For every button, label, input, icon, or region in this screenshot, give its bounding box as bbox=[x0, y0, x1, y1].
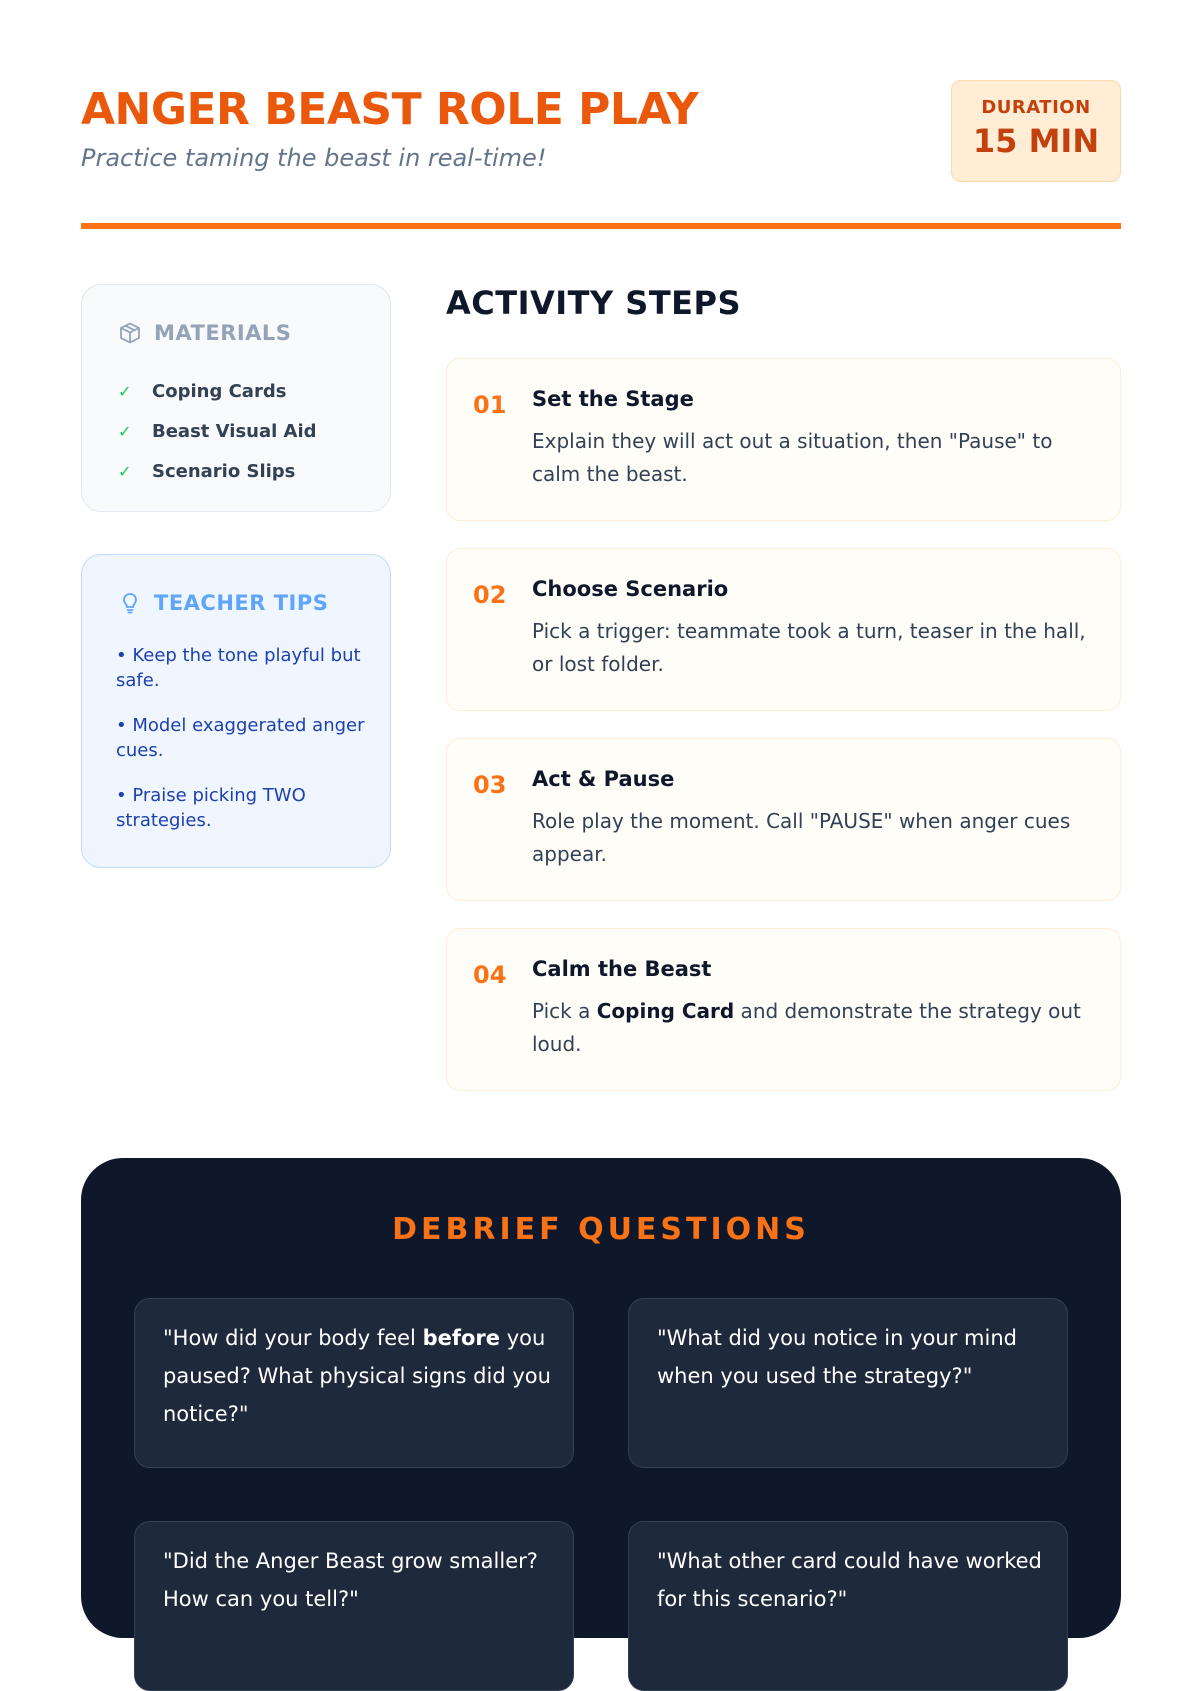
box-icon bbox=[118, 321, 142, 345]
material-label: Beast Visual Aid bbox=[152, 420, 317, 442]
duration-badge bbox=[951, 80, 1121, 182]
check-icon: ✓ bbox=[118, 381, 132, 401]
materials-header bbox=[118, 321, 291, 345]
step-title: Calm the Beast bbox=[532, 957, 712, 981]
check-icon: ✓ bbox=[118, 421, 132, 441]
question-card bbox=[134, 1521, 574, 1691]
page-title: ANGER BEAST ROLE PLAY bbox=[81, 84, 699, 135]
activity-steps-title: ACTIVITY STEPS bbox=[446, 284, 742, 322]
material-label: Scenario Slips bbox=[152, 460, 296, 482]
question-card bbox=[628, 1298, 1068, 1468]
step-number: 04 bbox=[473, 961, 507, 989]
step-title: Choose Scenario bbox=[532, 577, 729, 601]
question-text: "Did the Anger Beast grow smaller? How can you tell?" bbox=[163, 1549, 538, 1611]
header-divider bbox=[81, 223, 1121, 229]
lightbulb-icon bbox=[118, 591, 142, 615]
step-title: Set the Stage bbox=[532, 387, 694, 411]
step-description-emphasis: Coping Card bbox=[596, 999, 735, 1023]
list-item bbox=[118, 371, 317, 411]
tips-title: TEACHER TIPS bbox=[154, 591, 329, 615]
debrief-panel bbox=[81, 1158, 1121, 1638]
duration-value: 15 MIN bbox=[972, 122, 1100, 160]
duration-label: DURATION bbox=[981, 97, 1091, 118]
tips-header bbox=[118, 591, 328, 615]
step-card bbox=[446, 548, 1121, 711]
question-text-part: "How did your body feel bbox=[163, 1326, 423, 1350]
materials-panel bbox=[81, 284, 391, 512]
step-number: 01 bbox=[473, 391, 507, 419]
debrief-title: DEBRIEF QUESTIONS bbox=[392, 1212, 810, 1247]
page-subtitle: Practice taming the beast in real-time! bbox=[81, 144, 547, 172]
step-description-text: and demonstrate the strategy out loud. bbox=[532, 999, 1081, 1056]
step-title: Act & Pause bbox=[532, 767, 675, 791]
check-icon: ✓ bbox=[118, 461, 132, 481]
question-card bbox=[628, 1521, 1068, 1691]
list-item: • Praise picking TWO strategies. bbox=[116, 785, 306, 831]
material-label: Coping Cards bbox=[152, 380, 287, 402]
step-card bbox=[446, 928, 1121, 1091]
question-emphasis: before bbox=[422, 1326, 501, 1350]
header bbox=[81, 80, 1121, 180]
list-item bbox=[118, 451, 317, 491]
step-description: Role play the moment. Call "PAUSE" when anger cues appear. bbox=[532, 809, 1071, 866]
question-text-part: you paused? What physical signs did you notice?" bbox=[163, 1326, 551, 1426]
list-item: • Model exaggerated anger cues. bbox=[116, 715, 365, 761]
step-card bbox=[446, 358, 1121, 521]
materials-title: MATERIALS bbox=[154, 321, 292, 345]
teacher-tips-panel bbox=[81, 554, 391, 868]
question-card bbox=[134, 1298, 574, 1468]
tips-list bbox=[116, 643, 366, 853]
step-number: 02 bbox=[473, 581, 507, 609]
step-card bbox=[446, 738, 1121, 901]
step-description bbox=[532, 995, 1092, 1061]
question-text: "What other card could have worked for this scenario?" bbox=[657, 1549, 1042, 1611]
question-text bbox=[163, 1319, 553, 1433]
question-text: "What did you notice in your mind when you used the strategy?" bbox=[657, 1326, 1017, 1388]
step-description-text: Pick a bbox=[532, 999, 597, 1023]
step-description: Pick a trigger: teammate took a turn, teaser in the hall, or lost folder. bbox=[532, 619, 1086, 676]
step-description: Explain they will act out a situation, then "Pause" to calm the beast. bbox=[532, 429, 1053, 486]
list-item: • Keep the tone playful but safe. bbox=[116, 645, 361, 691]
list-item bbox=[118, 411, 317, 451]
step-number: 03 bbox=[473, 771, 507, 799]
materials-list bbox=[118, 371, 317, 491]
